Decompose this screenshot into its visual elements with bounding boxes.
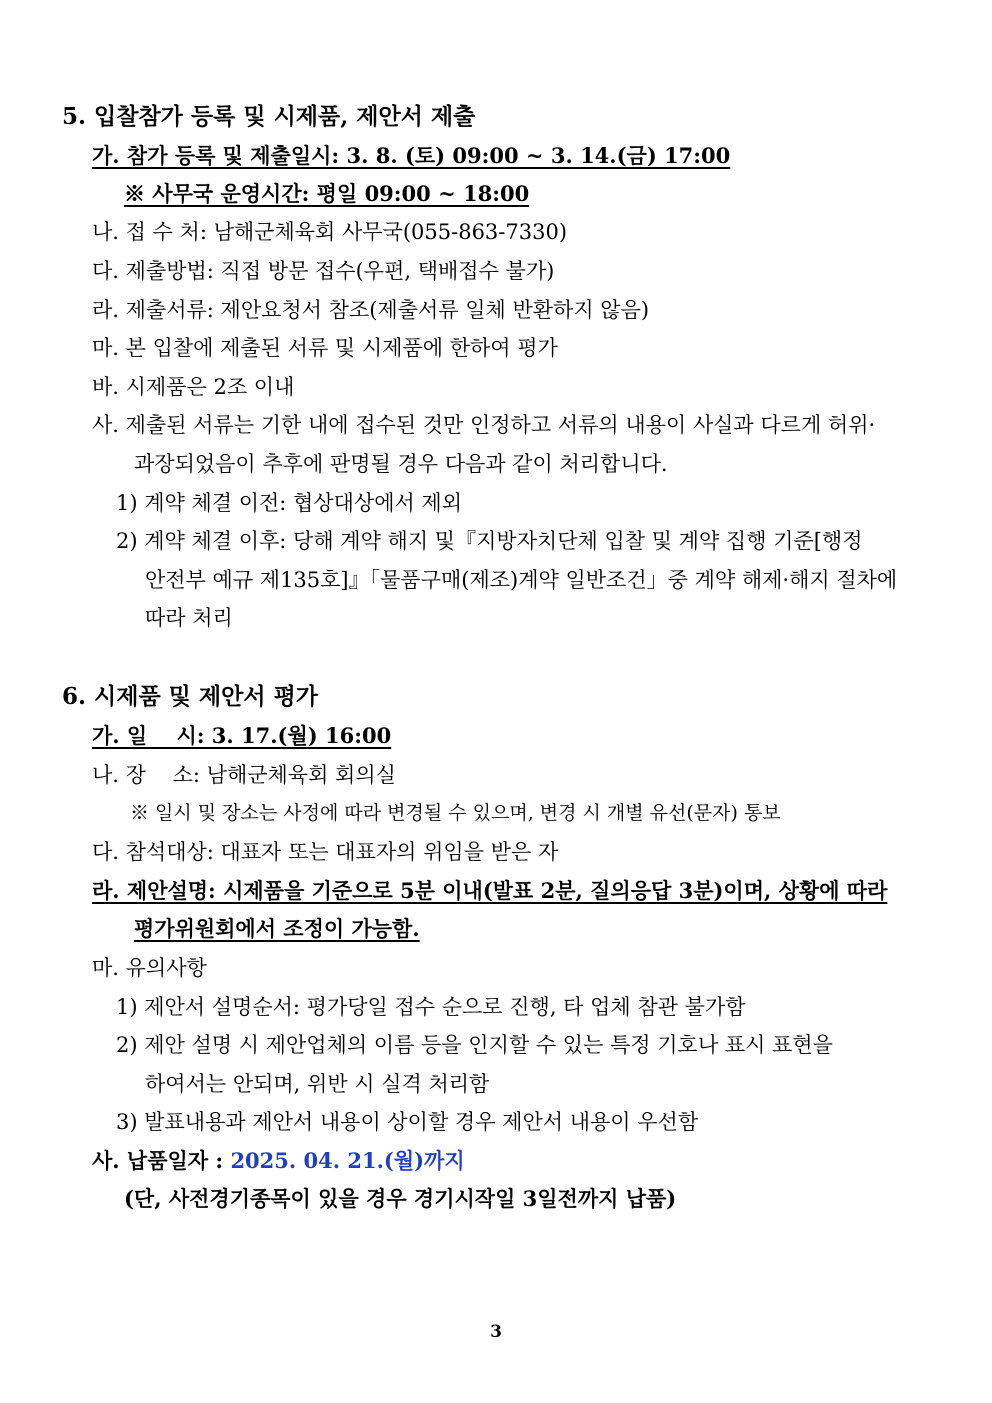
reception-office: 나. 접 수 처: 남해군체육회 사무국(055-863-7330) <box>92 220 568 244</box>
after-contract-clause-line3: 따라 처리 <box>145 606 233 630</box>
attendees: 다. 참석대상: 대표자 또는 대표자의 위임을 받은 자 <box>92 840 559 864</box>
submission-documents: 라. 제출서류: 제안요청서 참조(제출서류 일체 반환하지 않음) <box>92 298 650 322</box>
before-contract-clause: 1) 계약 체결 이전: 협상대상에서 제외 <box>116 491 463 515</box>
presentation-rules-line2: 평가위원회에서 조정이 가능함. <box>134 916 420 941</box>
section-5-title: 5. 입찰참가 등록 및 시제품, 제안서 제출 <box>62 103 476 130</box>
evaluation-scope: 마. 본 입찰에 제출된 서류 및 시제품에 한하여 평가 <box>92 336 558 360</box>
evaluation-datetime: 가. 일 시: 3. 17.(월) 16:00 <box>92 723 392 748</box>
note-2-line1: 2) 제안 설명 시 제안업체의 이름 등을 인지할 수 있는 특정 기호나 표시 표현을 <box>116 1033 833 1057</box>
note-2-line2: 하여서는 안되며, 위반 시 실격 처리함 <box>145 1072 490 1096</box>
note-3: 3) 발표내용과 제안서 내용이 상이할 경우 제안서 내용이 우선함 <box>116 1110 699 1134</box>
section-6-title: 6. 시제품 및 제안서 평가 <box>62 683 319 710</box>
sample-limit: 바. 시제품은 2조 이내 <box>92 375 295 399</box>
submission-period: 가. 참가 등록 및 제출일시: 3. 8. (토) 09:00 ~ 3. 14.(금) 17:00 <box>92 143 731 168</box>
schedule-change-note: ※ 일시 및 장소는 사정에 따라 변경될 수 있으며, 변경 시 개별 유선(문자) 통보 <box>130 802 781 824</box>
after-contract-clause-line2: 안전부 예규 제135호]』「물품구매(제조)계약 일반조건」중 계약 해제·해지 절차에 <box>145 568 898 592</box>
false-document-clause-line2: 과장되었음이 추후에 판명될 경우 다음과 같이 처리합니다. <box>134 452 668 476</box>
after-contract-clause-line1: 2) 계약 체결 이후: 당해 계약 해지 및『지방자치단체 입찰 및 계약 집행 기준[행정 <box>116 529 863 553</box>
page-number: 3 <box>490 1322 502 1342</box>
delivery-date-label: 사. 납품일자 : <box>92 1148 231 1173</box>
false-document-clause-line1: 사. 제출된 서류는 기한 내에 접수된 것만 인정하고 서류의 내용이 사실과 다르게 허위· <box>92 413 876 437</box>
delivery-date-line <box>92 1147 465 1175</box>
delivery-date-note: (단, 사전경기종목이 있을 경우 경기시작일 3일전까지 납품) <box>124 1186 677 1211</box>
note-1: 1) 제안서 설명순서: 평가당일 접수 순으로 진행, 타 업체 참관 불가함 <box>116 995 746 1019</box>
submission-method: 다. 제출방법: 직접 방문 접수(우편, 택배접수 불가) <box>92 259 555 283</box>
delivery-date-value: 2025. 04. 21.(월)까지 <box>230 1148 465 1173</box>
office-hours-note: ※ 사무국 운영시간: 평일 09:00 ~ 18:00 <box>124 181 530 206</box>
evaluation-venue: 나. 장 소: 남해군체육회 회의실 <box>92 763 396 787</box>
notes-heading: 마. 유의사항 <box>92 956 207 980</box>
presentation-rules-line1: 라. 제안설명: 시제품을 기준으로 5분 이내(발표 2분, 질의응답 3분)이며, 상황에 따라 <box>92 878 888 903</box>
